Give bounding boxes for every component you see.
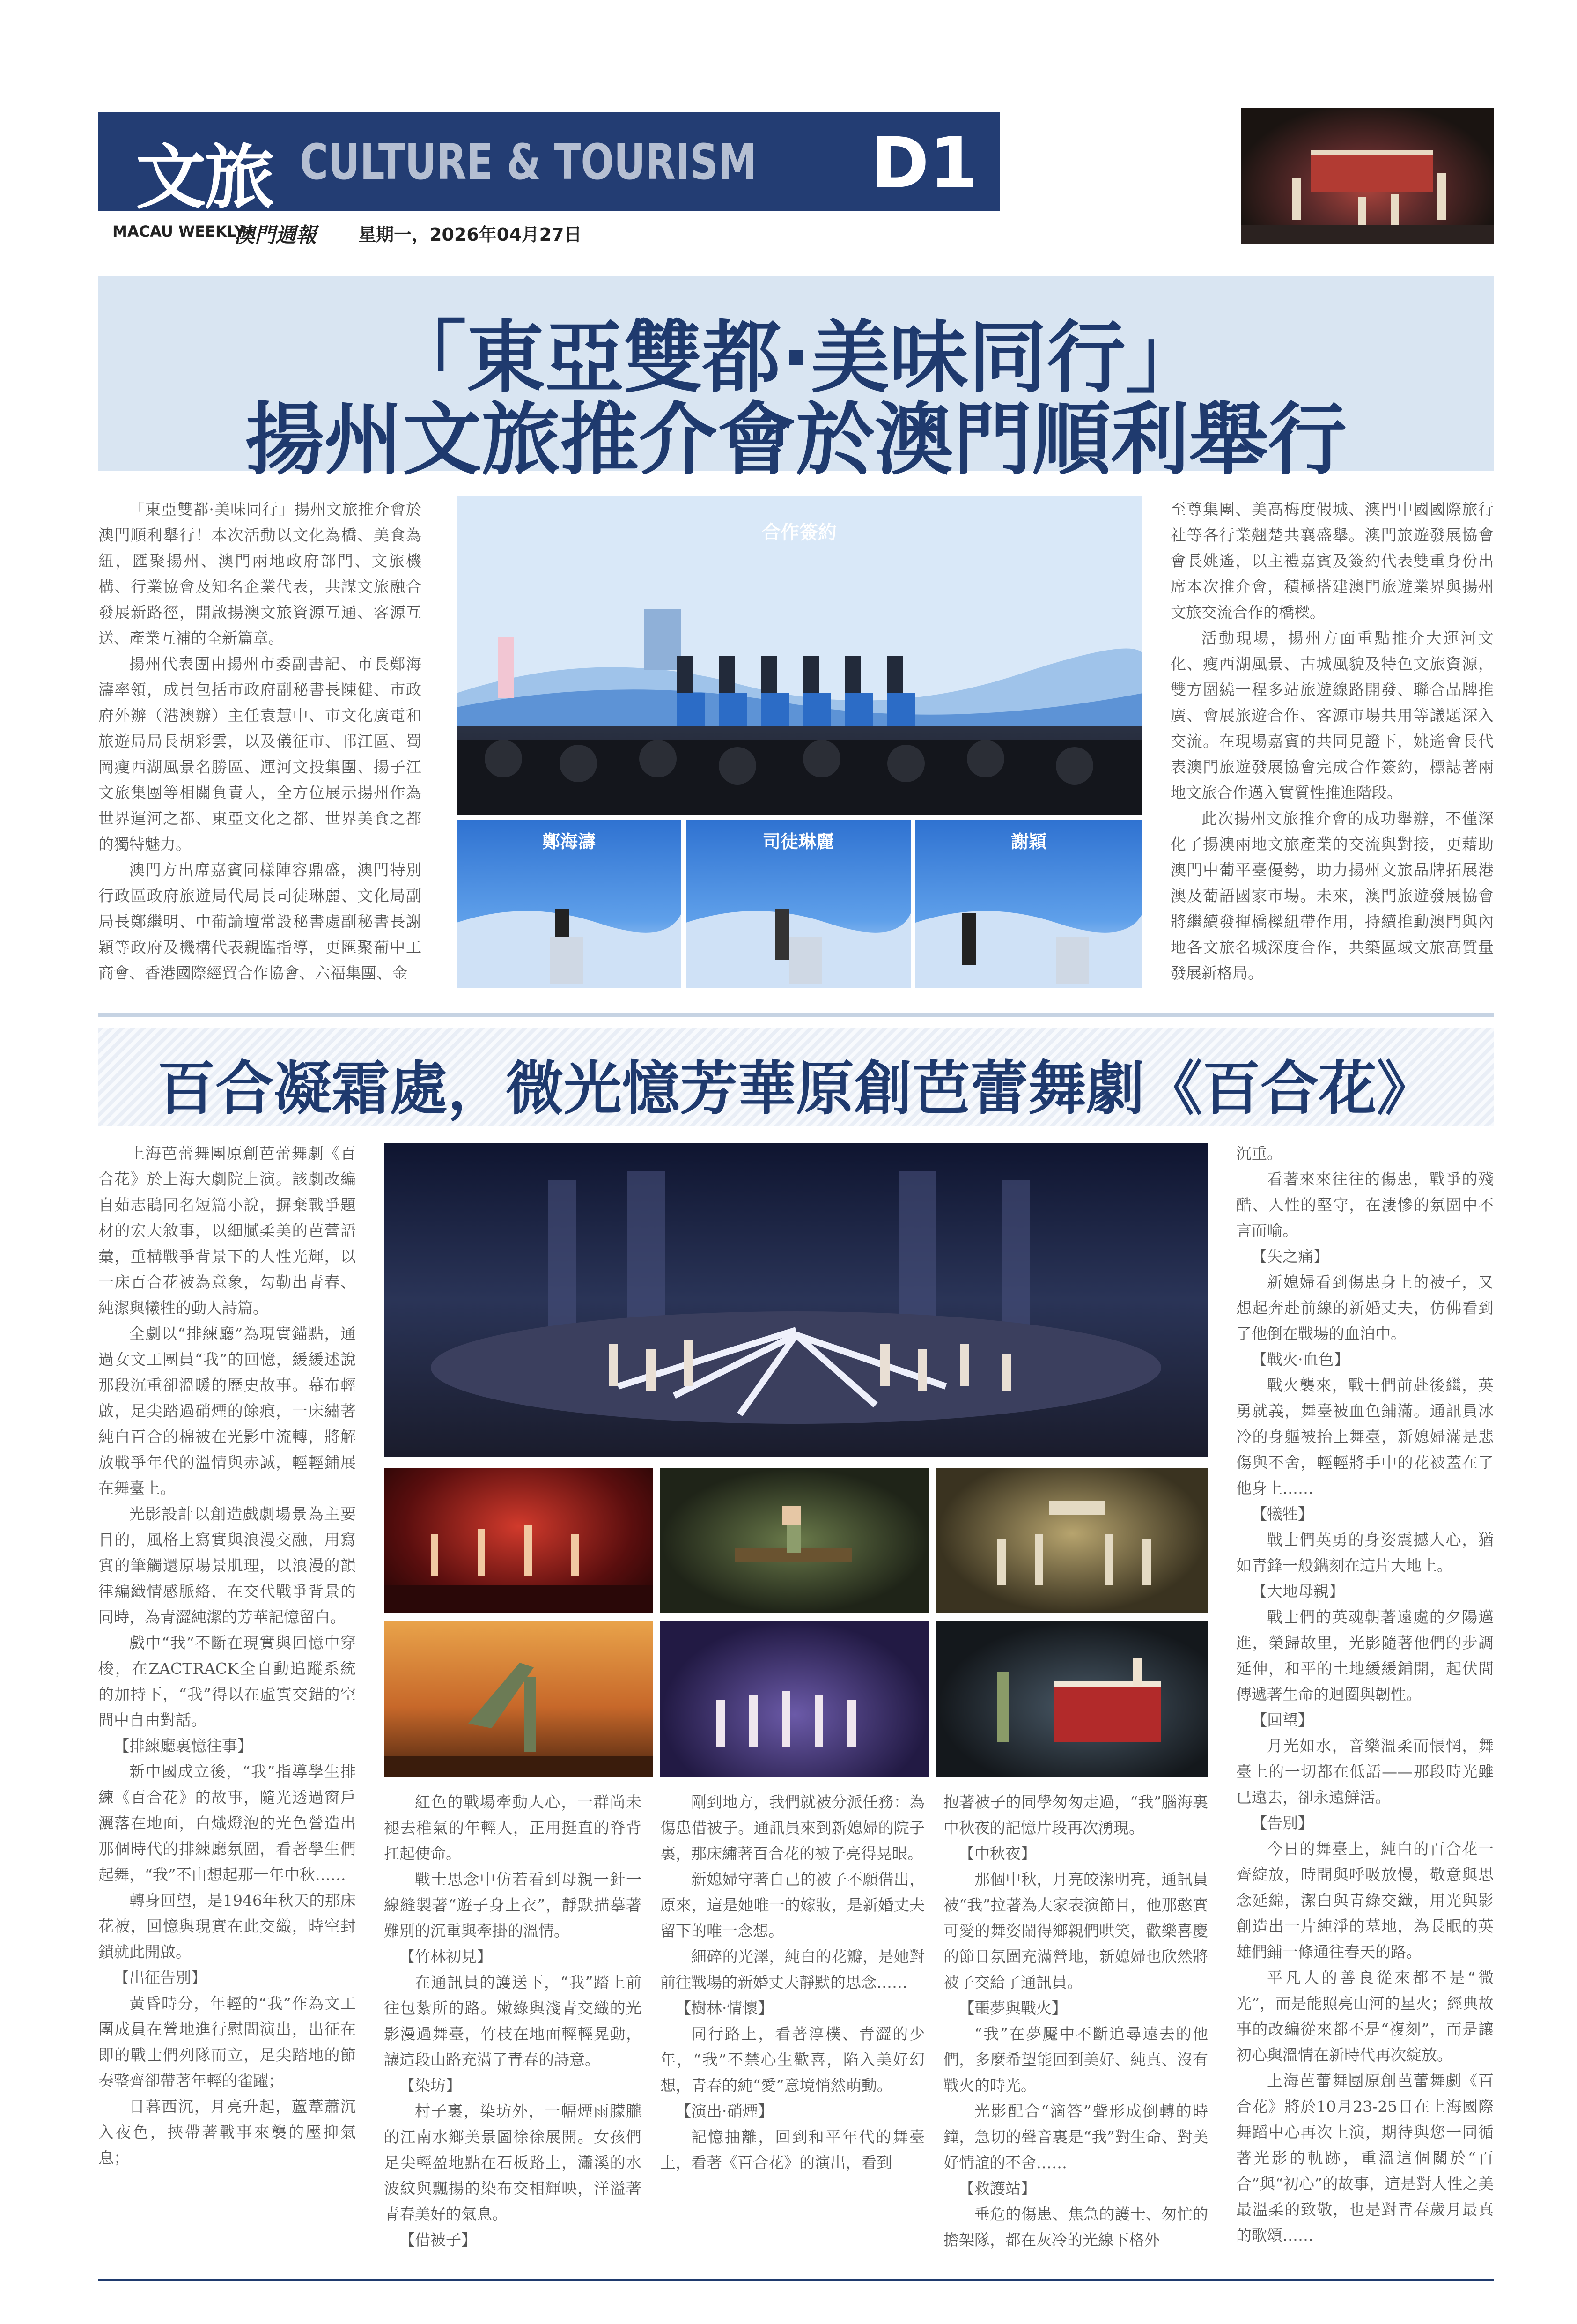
- speaker-photo-3: [915, 820, 1142, 988]
- ballet-photo-group-purple: [660, 1621, 929, 1777]
- ballet-photo-lift: [936, 1468, 1208, 1613]
- article2-subhead: 【竹林初見】: [399, 1947, 492, 1966]
- article2-paragraph: 今日的舞臺上，純白的百合花一齊綻放，時間與呼吸放慢，敬意與思念延綿，潔白與青綠交織，用光與影創造出一片純淨的墓地，為長眠的英雄們鋪一條通往春天的路。: [1236, 1840, 1494, 1961]
- article2-column-4: [943, 1789, 1208, 2272]
- article2-subhead: 【大地母親】: [1252, 1582, 1344, 1600]
- article2-paragraph: 戰士思念中仿若看到母親一針一線縫製著“遊子身上衣”，靜默描摹著難別的沉重與牽掛的溫情。: [384, 1870, 641, 1940]
- article2-paragraph: 剛到地方，我們就被分派任務：為傷患借被子。通訊員來到新媳婦的院子裏，那床繡著百合花的被子亮得晃眼。: [660, 1793, 925, 1863]
- article2-paragraph: 在通訊員的護送下，“我”踏上前往包紮所的路。嫩綠與淺青交織的光影漫過舞臺，竹枝在地面輕輕晃動，讓這段山路充滿了青春的詩意。: [384, 1973, 641, 2069]
- article2-paragraph: 月光如水，音樂溫柔而悵惘，舞臺上的一切都在低語——那段時光雖已遠去，卻永遠鮮活。: [1236, 1737, 1494, 1806]
- bottom-rule: [98, 2279, 1494, 2281]
- article2-subhead: 【染坊】: [399, 2076, 461, 2095]
- article1-column-1: [98, 496, 421, 1000]
- article2-subhead: 【回望】: [1252, 1711, 1313, 1729]
- section-title-en: CULTURE & TOURISM: [300, 133, 757, 191]
- ballet-photo-soldier-bench-scene: [660, 1468, 929, 1613]
- article2-column-1: [98, 1140, 356, 2274]
- article2-paragraph: 上海芭蕾舞團原創芭蕾舞劇《百合花》將於10月23-25日在上海國際舞蹈中心再次上演，期待與您一同循著光影的軌跡，重溫這個關於“百合”與“初心”的故事，這是對人性之美最溫柔的致敬，也是對青春歲月最真的歌頌……: [1236, 2072, 1494, 2244]
- article2-subhead: 【樹林·情懷】: [676, 1999, 774, 2017]
- speaker-photo-2-scene: [686, 820, 911, 988]
- article2-subhead: 【演出·硝煙】: [676, 2102, 774, 2120]
- nameplate-1: 鄭海濤: [542, 831, 596, 852]
- article2-subhead: 【排練廳裏憶往事】: [114, 1737, 253, 1755]
- signing-ceremony-scene: [457, 496, 1142, 815]
- page-number: D1: [871, 123, 978, 204]
- article2-column-2: [384, 1789, 641, 2272]
- article2-paragraph: 全劇以“排練廳”為現實錨點，通過女文工團員“我”的回憶，緩緩述說那段沉重卻溫暖的歷史故事。幕布輕啟，足尖踏過硝煙的餘痕，一床繡著純白百合的棉被在光影中流轉，將解放戰爭年代的溫情與赤誠，輕輕鋪展在舞臺上。: [98, 1325, 356, 1497]
- ballet-photo-sunset-duet-scene: [384, 1621, 653, 1777]
- section-separator: [98, 1013, 1494, 1017]
- article1-paragraph: 揚州代表團由揚州市委副書記、市長鄭海濤率領，成員包括市政府副秘書長陳健、市政府外辦（港澳辦）主任袁慧中、市文化廣電和旅遊局局長胡彩雲，以及儀征市、邗江區、蜀岡瘦西湖風景名勝區、運河文投集團、揚子江文旅集團等相關負責人，全方位展示揚州作為世界運河之都、東亞文化之都、世界美食之都的獨特魅力。: [98, 655, 421, 853]
- article2-paragraph: 新中國成立後，“我”指導學生排練《百合花》的故事，隨光透過窗戶灑落在地面，白熾燈泡的光色營造出那個時代的排練廳氛圍，看著學生們起舞，“我”不由想起那一年中秋……: [98, 1762, 356, 1884]
- article2-paragraph: 村子裏，染坊外，一幅煙雨朦朧的江南水鄉美景圖徐徐展開。女孩們足尖輕盈地點在石板路上，瀟溪的水波紋與飄揚的染布交相輝映，洋溢著青春美好的氣息。: [384, 2102, 641, 2223]
- article2-paragraph: 那個中秋，月亮皎潔明亮，通訊員被“我”拉著為大家表演節目，他那憨實可愛的舞姿鬧得鄉親們哄笑，歡樂喜慶的節日氛圍充滿營地，新媳婦也欣然將被子交給了通訊員。: [943, 1870, 1208, 1991]
- article2-paragraph: 垂危的傷患、焦急的護士、匆忙的擔架隊，都在灰冷的光線下格外: [943, 2205, 1208, 2249]
- article1-paragraph: 澳門方出席嘉賓同樣陣容鼎盛，澳門特別行政區政府旅遊局代局長司徒琳麗、文化局副局長鄭繼明、中葡論壇常設秘書處副秘書長謝穎等政府及機構代表親臨指導，更匯聚葡中工商會、香港國際經貿合作協會、六福集團、金: [98, 861, 421, 982]
- ballet-stage-photo: [384, 1143, 1208, 1457]
- article1-column-3: [1171, 496, 1494, 1000]
- brand-en: MACAU WEEKLY: [112, 222, 245, 240]
- brand-zh-logo: 澳門週報: [234, 223, 317, 247]
- article2-paragraph: 戰士們的英魂朝著遠處的夕陽邁進，榮歸故里，光影隨著他們的步調延伸，和平的土地緩緩鋪開，起伏間傳遞著生命的迴圈與韌性。: [1236, 1608, 1494, 1703]
- article2-paragraph: 抱著被子的同學匆匆走過，“我”腦海裏中秋夜的記憶片段再次湧現。: [943, 1793, 1208, 1837]
- article1-headline-line2: 揚州文旅推介會於澳門順利舉行: [245, 394, 1347, 486]
- article2-paragraph: 看著來來往往的傷患，戰爭的殘酷、人性的堅守，在淒慘的氛圍中不言而喻。: [1236, 1170, 1494, 1240]
- speaker-photo-1-scene: [457, 820, 681, 988]
- article2-subhead: 【戰火·血色】: [1252, 1350, 1349, 1369]
- ballet-photo-quilt-scene: [936, 1621, 1208, 1777]
- article2-headline-box: [98, 1028, 1494, 1126]
- article2-paragraph: 光影配合“滴答”聲形成倒轉的時鐘，急切的聲音裏是“我”對生命、對美好情誼的不舍……: [943, 2102, 1208, 2172]
- article2-paragraph: 黃昏時分，年輕的“我”作為文工團成員在營地進行慰問演出，出征在即的戰士們列隊而立，足尖踏地的節奏整齊卻帶著年輕的雀躍；: [98, 1994, 356, 2090]
- article2-column-5: [1236, 1140, 1494, 2274]
- article2-paragraph: 同行路上，看著淳樸、青澀的少年，“我”不禁心生歡喜，陷入美好幻想，青春的純“愛”意境悄然萌動。: [660, 2025, 925, 2095]
- issue-date: 星期一，2026年04月27日: [358, 224, 582, 245]
- article2-paragraph: “我”在夢魘中不斷追尋遠去的他們，多麼希望能回到美好、純真、沒有戰火的時光。: [943, 2025, 1208, 2095]
- article2-paragraph: 新媳婦看到傷患身上的被子，又想起奔赴前線的新婚丈夫，仿佛看到了他倒在戰場的血泊中。: [1236, 1273, 1494, 1343]
- section-title-zh: 文旅: [136, 137, 273, 219]
- ballet-photo-lift-scene: [936, 1468, 1208, 1613]
- article2-paragraph: 上海芭蕾舞團原創芭蕾舞劇《百合花》於上海大劇院上演。該劇改編自茹志鵑同名短篇小說，摒棄戰爭題材的宏大敘事，以細膩柔美的芭蕾語彙，重構戰爭背景下的人性光輝，以一床百合花被為意象，勾勒出青春、純潔與犧牲的動人詩篇。: [98, 1144, 356, 1317]
- article2-subhead: 【出征告別】: [114, 1969, 206, 1987]
- nameplate-3: 謝穎: [1010, 831, 1047, 852]
- signing-ceremony-photo: [457, 496, 1142, 815]
- speaker-photo-2: [686, 820, 911, 988]
- article2-subhead: 【中秋夜】: [959, 1844, 1036, 1863]
- ballet-photo-group-purple-scene: [660, 1621, 929, 1777]
- article1-paragraph: 至尊集團、美高梅度假城、澳門中國國際旅行社等各行業翹楚共襄盛舉。澳門旅遊發展協會會長姚遙，以主禮嘉賓及簽約代表雙重身份出席本次推介會，積極搭建澳門旅遊業界與揚州文旅交流合作的橋樑。: [1171, 500, 1494, 622]
- article2-paragraph: 戲中“我”不斷在現實與回憶中穿梭，在ZACTRACK全自動追蹤系統的加持下，“我”得以在虛實交錯的空間中自由對話。: [98, 1634, 356, 1729]
- article1-headline-box: [98, 276, 1494, 486]
- article2-paragraph: 戰士們英勇的身姿震撼人心，猶如青鋒一般鐫刻在這片大地上。: [1236, 1531, 1494, 1575]
- masthead-banner: [98, 112, 1000, 219]
- article2-subhead: 【噩夢與戰火】: [959, 1999, 1067, 2017]
- article1-paragraph: 活動現場，揚州方面重點推介大運河文化、瘦西湖風景、古城風貌及特色文旅資源，雙方圍繞一程多站旅遊線路開發、聯合品牌推廣、會展旅遊合作、客源市場共用等議題深入交流。在現場嘉賓的共同見證下，姚遙會長代表澳門旅遊發展協會完成合作簽約，標誌著兩地文旅合作邁入實質性推進階段。: [1171, 629, 1494, 802]
- article2-paragraph: 新媳婦守著自己的被子不願借出，原來，這是她唯一的嫁妝，是新婚丈夫留下的唯一念想。: [660, 1870, 925, 1940]
- article2-paragraph: 光影設計以創造戲劇場景為主要目的，風格上寫實與浪漫交融，用寫實的筆觸還原場景肌理，以浪漫的韻律編織情感脈絡，在交代戰爭背景的同時，為青澀純潔的芳華記憶留白。: [98, 1505, 356, 1626]
- ballet-stage-scene: [384, 1143, 1208, 1457]
- ballet-photo-red-stage: [384, 1468, 653, 1613]
- ballet-photo-red-stage-scene: [384, 1468, 653, 1613]
- nameplate-2: 司徒琳麗: [762, 831, 834, 852]
- speaker-photo-3-scene: [915, 820, 1142, 988]
- stage-screen-title: 合作簽約: [762, 522, 837, 543]
- article2-subhead: 【借被子】: [399, 2231, 477, 2249]
- article2-paragraph: 細碎的光澤，純白的花瓣，是她對前往戰場的新婚丈夫靜默的思念……: [660, 1947, 925, 1991]
- article2-paragraph: 日暮西沉，月亮升起，蘆葦蕭沉入夜色，挾帶著戰事來襲的壓抑氣息；: [98, 2097, 356, 2167]
- article2-paragraph: 紅色的戰場牽動人心，一群尚未褪去稚氣的年輕人，正用挺直的脊背扛起使命。: [384, 1793, 641, 1863]
- article2-subhead: 【失之痛】: [1252, 1247, 1329, 1266]
- article2-headline: 百合凝霜處，微光憶芳華原創芭蕾舞劇《百合花》: [157, 1055, 1435, 1123]
- header-photo-scene: [1241, 108, 1494, 244]
- article2-paragraph: 戰火襲來，戰士們前赴後繼，英勇就義，舞臺被血色鋪滿。通訊員冰冷的身軀被抬上舞臺，新媳婦滿是悲傷與不舍，輕輕將手中的花被蓋在了他身上……: [1236, 1376, 1494, 1497]
- article1-headline-line1: 「東亞雙都·美味同行」: [388, 312, 1204, 404]
- ballet-photo-quilt: [936, 1621, 1208, 1777]
- article2-paragraph: 記憶抽離，回到和平年代的舞臺上，看著《百合花》的演出，看到: [660, 2128, 925, 2172]
- article1-paragraph: 「東亞雙都·美味同行」揚州文旅推介會於澳門順利舉行！本次活動以文化為橋、美食為紐，匯聚揚州、澳門兩地政府部門、文旅機構、行業協會及知名企業代表，共謀文旅融合發展新路徑，開啟揚澳文旅資源互通、客源互送、產業互補的全新篇章。: [98, 500, 421, 647]
- article2-subhead: 【犧牲】: [1252, 1505, 1313, 1523]
- article1-paragraph: 此次揚州文旅推介會的成功舉辦，不僅深化了揚澳兩地文旅產業的交流與對接，更藉助澳門中葡平臺優勢，助力揚州文旅品牌拓展港澳及葡語國家市場。未來，澳門旅遊發展協會將繼續發揮橋樑紐帶作用，持續推動澳門與內地各文旅名城深度合作，共築區域文旅高質量發展新格局。: [1171, 809, 1494, 982]
- speaker-photo-1: [457, 820, 681, 988]
- article2-column-3: [660, 1789, 925, 2272]
- ballet-photo-soldier-bench: [660, 1468, 929, 1613]
- article2-paragraph: 轉身回望，是1946年秋天的那床花被，回憶與現實在此交織，時空封鎖就此開啟。: [98, 1891, 356, 1961]
- article2-subhead: 【救護站】: [959, 2179, 1036, 2198]
- article2-paragraph: 沉重。: [1236, 1144, 1282, 1162]
- ballet-photo-sunset-duet: [384, 1621, 653, 1777]
- header-photo: [1241, 108, 1494, 244]
- article2-paragraph: 平凡人的善良從來都不是“微光”，而是能照亮山河的星火；經典故事的改編從來都不是“複刻”，而是讓初心與溫情在新時代再次綻放。: [1236, 1969, 1494, 2064]
- article2-subhead: 【告別】: [1252, 1814, 1313, 1832]
